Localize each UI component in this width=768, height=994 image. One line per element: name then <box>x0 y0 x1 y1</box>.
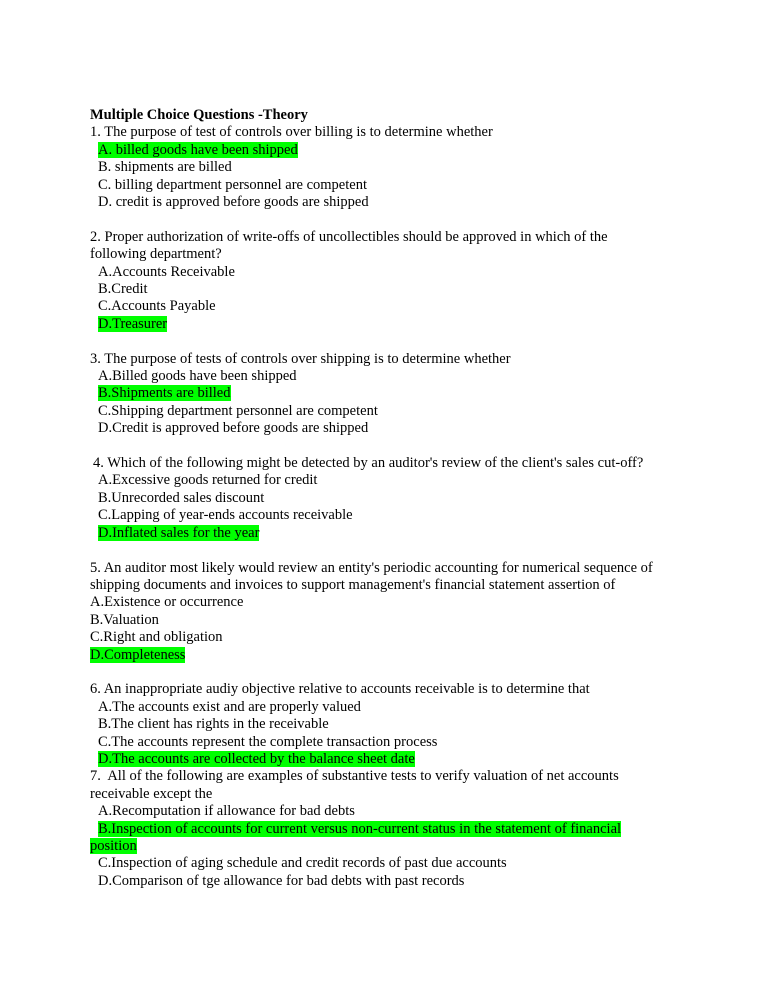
document-title: Multiple Choice Questions -Theory <box>90 107 308 123</box>
question-stem-line-1: 7. All of the following are examples of substantive tests to verify valuation of net accounts <box>90 768 619 785</box>
answer-option-a-correct: A. billed goods have been shipped <box>98 141 298 158</box>
question-stem-line-2: receivable except the <box>90 785 213 802</box>
question-1 <box>90 124 690 211</box>
answer-option-d-correct: D.Inflated sales for the year <box>98 524 260 541</box>
answer-option-c: C.Shipping department personnel are competent <box>98 402 378 419</box>
answer-option-c: C.Lapping of year-ends accounts receivable <box>98 507 353 524</box>
answer-option-d-correct: D.Completeness <box>90 646 186 663</box>
question-3 <box>90 351 690 438</box>
question-stem-line-2: following department? <box>90 246 222 263</box>
answer-option-d-correct: D.Treasurer <box>98 315 168 332</box>
question-7 <box>90 768 690 890</box>
question-stem: 3. The purpose of tests of controls over shipping is to determine whether <box>90 350 511 367</box>
question-stem: 6. An inappropriate audiy objective relative to accounts receivable is to determine that <box>90 681 590 698</box>
answer-option-c: C.The accounts represent the complete transaction process <box>98 733 438 750</box>
question-6 <box>90 681 690 768</box>
answer-option-a: A.Accounts Receivable <box>98 263 235 280</box>
question-5 <box>90 560 690 664</box>
answer-option-a: A.The accounts exist and are properly valued <box>98 698 361 715</box>
answer-option-b: B.The client has rights in the receivable <box>98 716 329 733</box>
answer-option-a: A.Existence or occurrence <box>90 594 244 611</box>
answer-option-d-correct: D.The accounts are collected by the balance sheet date <box>98 750 415 767</box>
question-2 <box>90 229 690 333</box>
answer-option-b: B.Valuation <box>90 611 159 628</box>
answer-option-b: B.Unrecorded sales discount <box>98 489 265 506</box>
answer-option-a: A.Billed goods have been shipped <box>98 368 297 385</box>
answer-option-b-correct: B.Shipments are billed <box>98 385 231 402</box>
answer-option-c: C.Inspection of aging schedule and credit records of past due accounts <box>98 855 507 872</box>
question-stem: 1. The purpose of test of controls over billing is to determine whether <box>90 124 493 141</box>
question-stem-line-2: shipping documents and invoices to support management's financial statement assertion of <box>90 576 616 593</box>
question-stem-line-1: 5. An auditor most likely would review an entity's periodic accounting for numerical sequence of <box>90 559 653 576</box>
question-stem: 4. Which of the following might be detected by an auditor's review of the client's sales cut-off? <box>93 455 644 472</box>
answer-option-a: A.Excessive goods returned for credit <box>98 472 318 489</box>
answer-option-d: D.Comparison of tge allowance for bad debts with past records <box>98 872 465 889</box>
question-4 <box>90 455 690 542</box>
answer-option-a: A.Recomputation if allowance for bad debts <box>98 803 355 820</box>
answer-option-d: D. credit is approved before goods are shipped <box>98 194 369 211</box>
answer-option-b: B. shipments are billed <box>98 159 232 176</box>
answer-option-c: C. billing department personnel are competent <box>98 176 367 193</box>
answer-option-c: C.Right and obligation <box>90 629 223 646</box>
answer-option-c: C.Accounts Payable <box>98 298 216 315</box>
answer-option-b: B.Credit <box>98 281 148 298</box>
answer-option-d: D.Credit is approved before goods are shipped <box>98 420 369 437</box>
answer-option-b-correct-continued: position <box>90 837 137 854</box>
document-body <box>90 107 690 890</box>
answer-option-b-correct: B.Inspection of accounts for current versus non-current status in the statement of financial <box>98 820 622 837</box>
question-stem-line-1: 2. Proper authorization of write-offs of uncollectibles should be approved in which of the <box>90 228 608 245</box>
